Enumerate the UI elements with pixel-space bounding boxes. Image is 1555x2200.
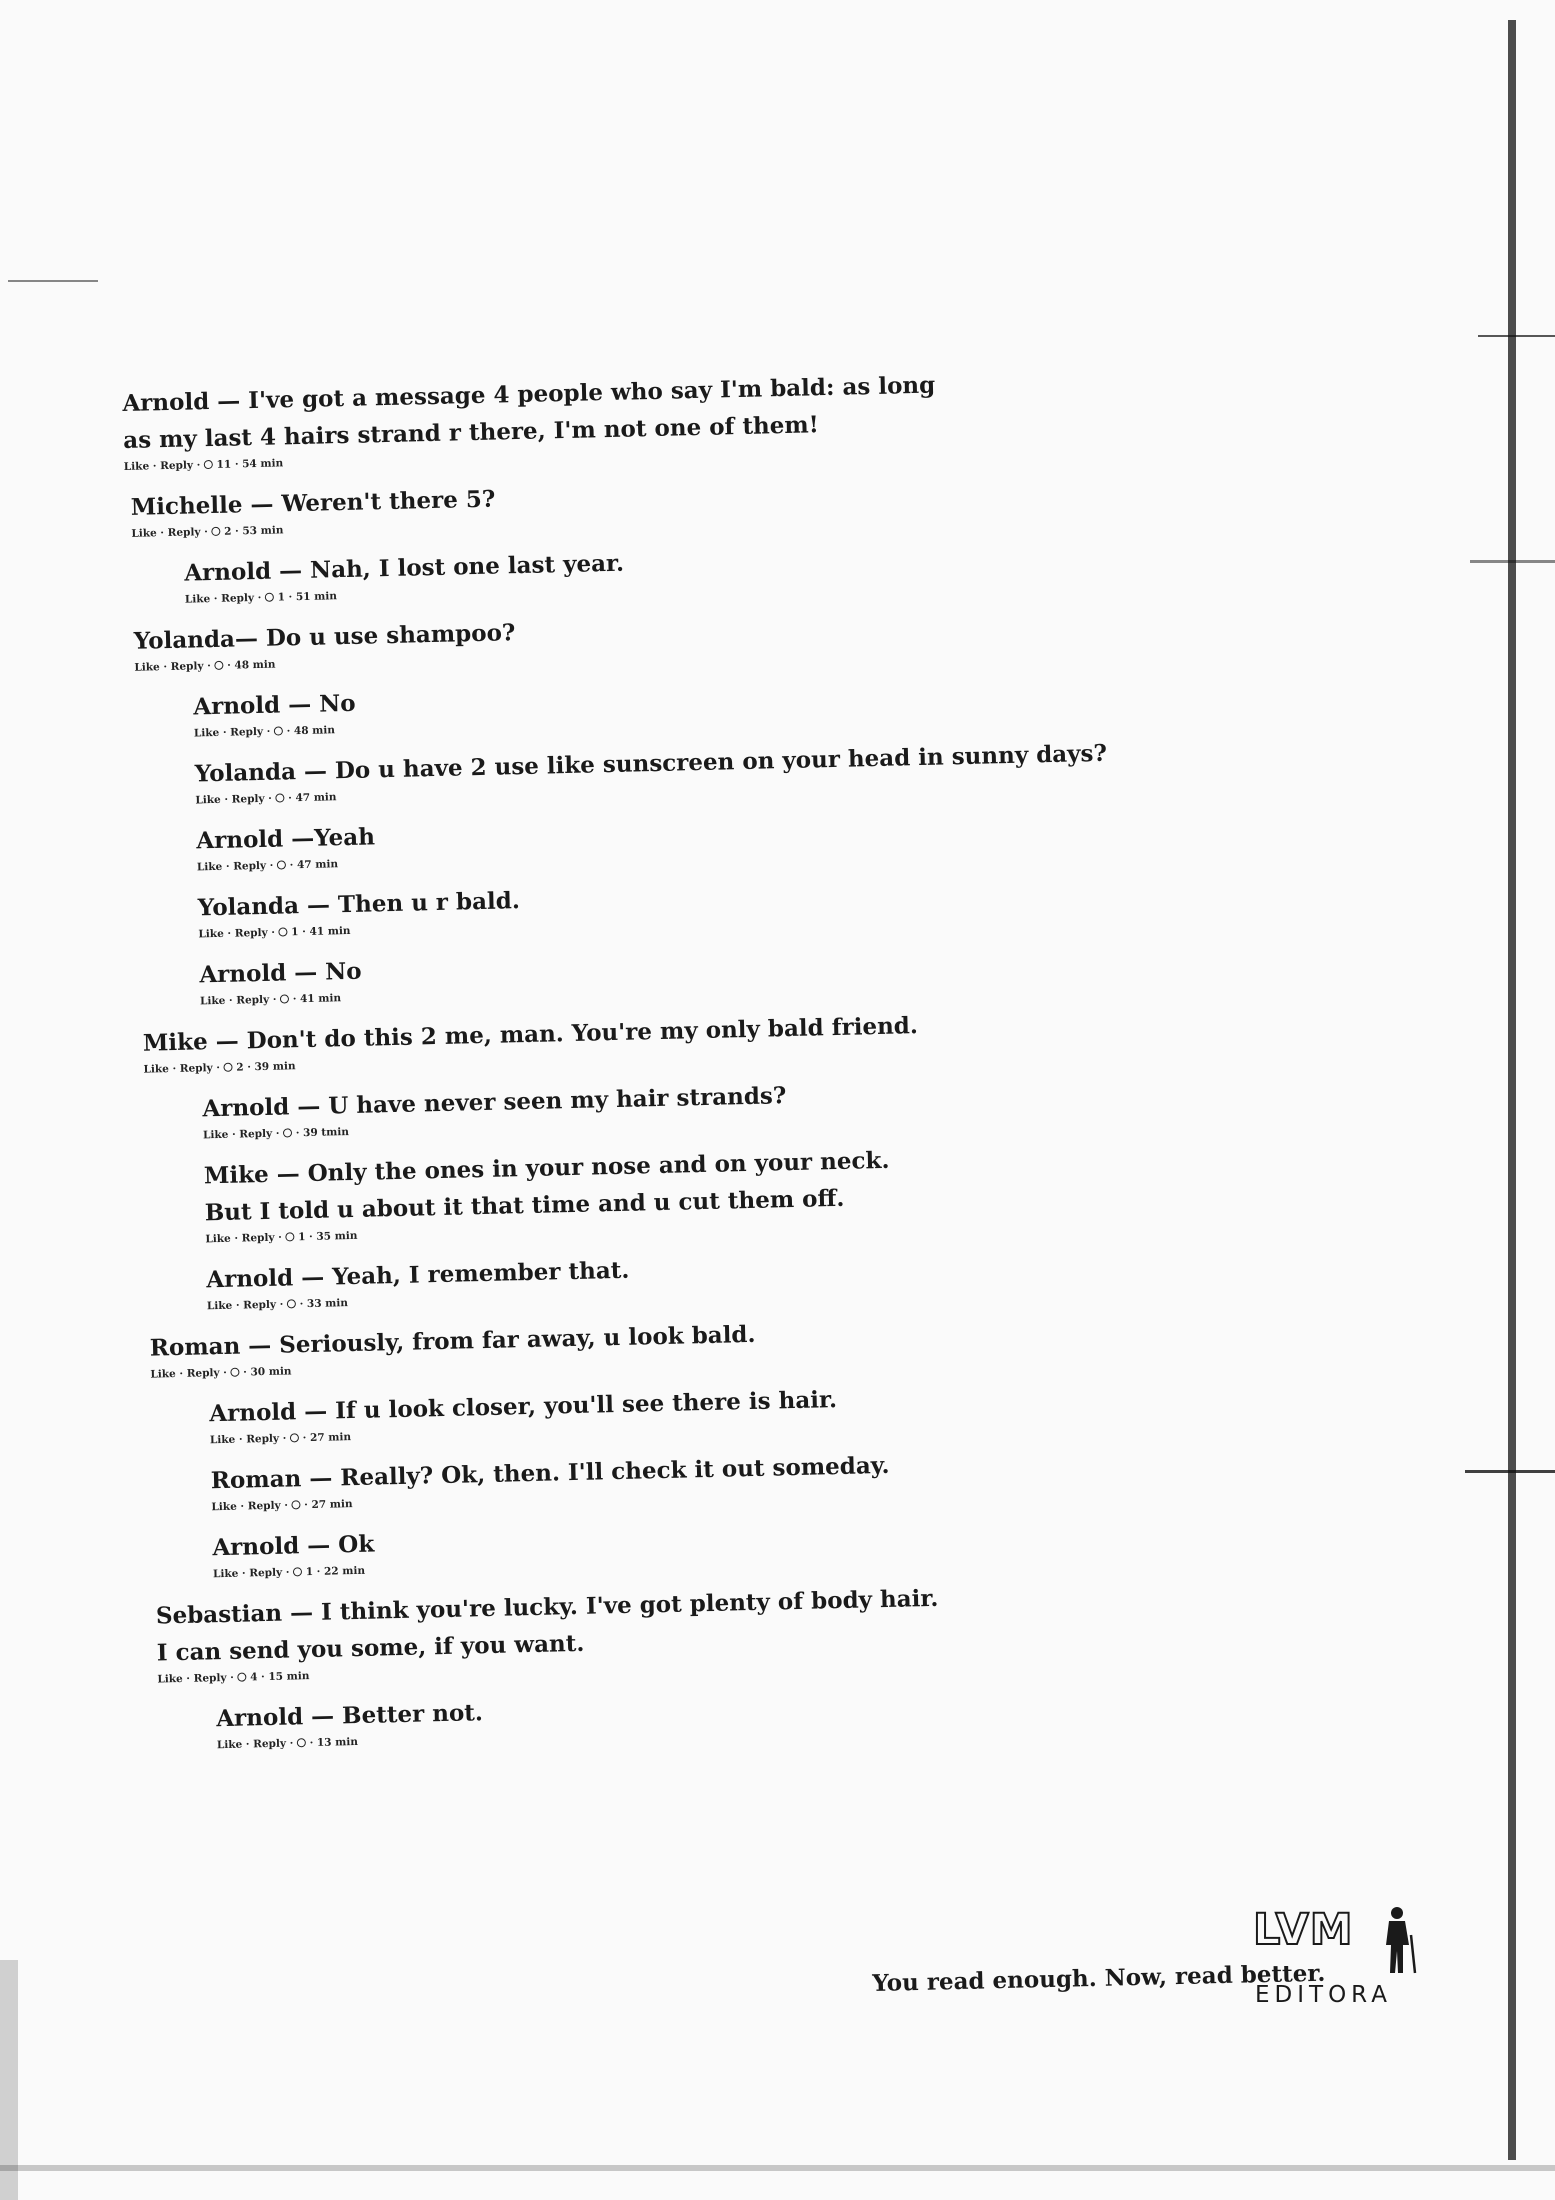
comment-body: Seriously, from far away, u look bald.	[278, 1320, 756, 1359]
comment	[209, 1374, 1146, 1448]
reaction-count: 1	[305, 1565, 314, 1579]
logo-subtitle: EDITORA	[1255, 1982, 1392, 2008]
separator: —	[302, 1702, 343, 1731]
like-link[interactable]: Like	[184, 593, 211, 606]
reply-link[interactable]: Reply	[193, 1671, 227, 1685]
reply-link[interactable]: Reply	[170, 660, 204, 673]
reaction-count: 11	[216, 458, 232, 471]
reply-link[interactable]: Reply	[186, 1367, 220, 1380]
comment-body: Only the ones in your nose and on your neck.	[307, 1146, 890, 1187]
like-link[interactable]: Like	[199, 994, 226, 1008]
man-with-cane-icon	[1381, 1905, 1421, 1975]
timestamp: 22 min	[323, 1564, 366, 1578]
reply-link[interactable]: Reply	[246, 1432, 280, 1446]
comment-meta: Like · Reply · · 39 tmin	[202, 1126, 350, 1142]
comment-body: No	[324, 957, 362, 986]
timestamp: 27 min	[311, 1498, 353, 1511]
like-link[interactable]: Like	[216, 1738, 243, 1752]
comment-author[interactable]: Arnold	[193, 691, 281, 721]
comment-body: I've got a message 4 people who say I'm bald: as long	[247, 371, 936, 415]
timestamp: 48 min	[293, 724, 336, 738]
comment	[204, 1136, 1142, 1247]
like-link[interactable]: Like	[157, 1672, 183, 1686]
scan-mark	[8, 280, 98, 282]
comment-author[interactable]: Roman	[149, 1332, 241, 1362]
reply-link[interactable]: Reply	[179, 1062, 213, 1075]
timestamp: 39 min	[254, 1060, 296, 1074]
separator: —	[279, 690, 320, 719]
reply-link[interactable]: Reply	[241, 1231, 275, 1245]
comment-meta: Like · Reply · 1 · 41 min	[198, 924, 351, 941]
timestamp: 33 min	[306, 1297, 349, 1311]
comment-author[interactable]: Mike	[142, 1028, 209, 1057]
comment-author[interactable]: Arnold	[202, 1093, 290, 1123]
comment-body: Weren't there 5?	[281, 485, 496, 518]
scan-mark	[0, 2165, 1555, 2171]
reply-link[interactable]: Reply	[221, 592, 255, 605]
comment-author[interactable]: Arnold	[196, 825, 284, 855]
comment	[206, 1240, 1143, 1314]
comment	[149, 1307, 1144, 1383]
comment-author[interactable]: Arnold	[209, 1398, 297, 1428]
comment	[130, 466, 1125, 542]
clock-icon	[265, 593, 274, 602]
comment-meta: Like · Reply · · 48 min	[134, 658, 276, 674]
comment-author[interactable]: Arnold	[122, 388, 210, 417]
timestamp: 35 min	[316, 1229, 358, 1243]
comment	[184, 533, 1127, 607]
comment-author[interactable]: Yolanda	[133, 625, 236, 655]
like-link[interactable]: Like	[193, 726, 220, 740]
comment-author[interactable]: Arnold	[215, 1703, 304, 1733]
clock-icon	[297, 1738, 306, 1747]
comment-author[interactable]: Yolanda	[194, 758, 297, 788]
separator: —	[234, 624, 267, 653]
like-link[interactable]: Like	[211, 1500, 237, 1514]
like-link[interactable]: Like	[209, 1433, 236, 1447]
comment-body: Then u r bald.	[337, 887, 521, 919]
comment-author[interactable]: Michelle	[130, 491, 243, 521]
comment-body: Do u use shampoo?	[265, 619, 516, 652]
comment-author[interactable]: Yolanda	[197, 892, 300, 922]
reaction-count: 1	[298, 1231, 306, 1244]
timestamp: 39 tmin	[302, 1126, 350, 1140]
comment-meta: Like · Reply · 1 · 51 min	[184, 590, 338, 606]
separator: —	[295, 1397, 336, 1426]
like-link[interactable]: Like	[206, 1299, 233, 1313]
comment-body: Nah, I lost one last year.	[309, 549, 625, 584]
comment-body: Ok	[337, 1530, 375, 1559]
comment	[212, 1508, 1149, 1582]
timestamp: 15 min	[268, 1670, 310, 1684]
like-link[interactable]: Like	[143, 1063, 169, 1076]
timestamp: 47 min	[296, 858, 339, 872]
clock-icon	[285, 1232, 294, 1241]
reply-link[interactable]: Reply	[236, 993, 270, 1007]
like-link[interactable]: Like	[123, 460, 150, 473]
comment	[194, 734, 1131, 808]
reply-link[interactable]: Reply	[230, 725, 264, 739]
clock-icon	[291, 1500, 300, 1509]
comment-author[interactable]: Arnold	[206, 1264, 294, 1294]
reply-link[interactable]: Reply	[234, 926, 268, 940]
separator: —	[268, 1159, 309, 1188]
clock-icon	[214, 661, 223, 670]
comment-meta: Like · Reply · · 41 min	[199, 992, 342, 1008]
comment	[216, 1679, 1153, 1753]
separator: —	[242, 490, 282, 519]
comment	[197, 868, 1134, 942]
like-link[interactable]: Like	[212, 1567, 239, 1581]
comment-meta: Like · Reply · · 48 min	[193, 724, 336, 740]
comment-body: Better not.	[341, 1699, 484, 1730]
comment-meta: Like · Reply · 2 · 53 min	[131, 524, 284, 540]
reply-link[interactable]: Reply	[243, 1298, 277, 1312]
clock-icon	[278, 927, 287, 936]
reaction-count: 2	[223, 525, 232, 538]
scan-edge-right	[1508, 20, 1516, 2160]
scan-mark	[0, 1960, 18, 2200]
timestamp: 30 min	[250, 1365, 292, 1379]
like-link[interactable]: Like	[202, 1128, 229, 1142]
comment-meta: Like · Reply · 1 · 35 min	[205, 1229, 358, 1246]
comment-meta: Like · Reply · · 27 min	[211, 1498, 353, 1514]
comment	[199, 935, 1136, 1009]
comment-meta: Like · Reply · · 47 min	[195, 791, 337, 807]
separator: —	[285, 958, 326, 987]
comment-meta: Like · Reply · 1 · 22 min	[212, 1564, 366, 1581]
comment-meta: Like · Reply · · 47 min	[196, 858, 339, 874]
clock-icon	[211, 527, 220, 536]
separator: —	[288, 1092, 329, 1121]
comment	[122, 362, 1124, 475]
timestamp: 53 min	[242, 524, 284, 538]
comment-body: I think you're lucky. I've got plenty of body hair.	[320, 1584, 939, 1626]
timestamp: 13 min	[316, 1735, 359, 1749]
reply-link[interactable]: Reply	[253, 1737, 287, 1751]
comment	[133, 600, 1128, 676]
separator: —	[298, 891, 339, 920]
separator: —	[281, 1598, 322, 1627]
separator: —	[298, 1531, 339, 1560]
reply-link[interactable]: Reply	[233, 859, 267, 873]
scan-mark	[1478, 335, 1555, 337]
scan-mark	[1465, 1470, 1555, 1473]
clock-icon	[277, 860, 286, 869]
comment-meta: Like · Reply · · 33 min	[206, 1297, 349, 1313]
comment-meta: Like · Reply · · 30 min	[150, 1365, 292, 1381]
comment-author[interactable]: Arnold	[212, 1532, 300, 1562]
clock-icon	[293, 1567, 302, 1576]
clock-icon	[275, 793, 284, 802]
reply-link[interactable]: Reply	[249, 1566, 283, 1580]
timestamp: 51 min	[295, 590, 338, 604]
tagline: You read enough. Now, read better.	[872, 1959, 1326, 1997]
comment-body: If u look closer, you'll see there is hair.	[334, 1386, 838, 1425]
separator: —	[282, 824, 315, 853]
clock-icon	[274, 726, 283, 735]
clock-icon	[290, 1433, 299, 1442]
like-link[interactable]: Like	[195, 793, 221, 807]
reaction-count: 4	[249, 1671, 258, 1684]
comment-body: I can send you some, if you want.	[156, 1629, 585, 1667]
comment-body: U have never seen my hair strands?	[327, 1082, 787, 1120]
comment	[156, 1575, 1152, 1688]
clock-icon	[224, 1063, 233, 1072]
reply-link[interactable]: Reply	[239, 1127, 273, 1141]
comment	[202, 1069, 1139, 1143]
reaction-count: 1	[291, 926, 299, 939]
clock-icon	[287, 1299, 296, 1308]
comment-meta: Like · Reply · · 13 min	[216, 1735, 359, 1752]
timestamp: 47 min	[295, 791, 337, 805]
comment-meta: Like · Reply · 4 · 15 min	[157, 1670, 310, 1686]
separator: —	[295, 757, 336, 786]
clock-icon	[230, 1368, 239, 1377]
comment-body: Yeah, I remember that.	[331, 1256, 630, 1291]
separator: —	[270, 556, 311, 585]
timestamp: 27 min	[309, 1431, 352, 1445]
like-link[interactable]: Like	[150, 1368, 176, 1381]
comment	[196, 801, 1133, 875]
comment-author[interactable]: Arnold	[183, 557, 272, 587]
like-link[interactable]: Like	[134, 661, 160, 674]
comment-body: Yeah	[313, 823, 376, 852]
timestamp: 41 min	[309, 924, 351, 938]
like-link[interactable]: Like	[198, 927, 224, 941]
comment-body: Do u have 2 use like sunscreen on your head in sunny days?	[334, 739, 1108, 785]
comment-author[interactable]: Sebastian	[155, 1599, 283, 1630]
separator: —	[239, 1331, 280, 1360]
comment-thread	[122, 362, 1153, 1768]
clock-icon	[204, 460, 213, 469]
reply-link[interactable]: Reply	[160, 459, 194, 473]
clock-icon	[280, 994, 289, 1003]
comment-body: No	[318, 689, 356, 718]
comment-meta: Like · Reply · · 27 min	[209, 1431, 352, 1447]
comment-body: But I told u about it that time and u cut them off.	[204, 1184, 845, 1227]
separator: —	[207, 1027, 248, 1056]
timestamp: 54 min	[242, 457, 284, 471]
comment	[210, 1441, 1147, 1515]
timestamp: 48 min	[234, 658, 276, 672]
separator: —	[300, 1464, 341, 1493]
comment-author[interactable]: Roman	[210, 1465, 302, 1495]
separator: —	[208, 387, 249, 416]
reply-link[interactable]: Reply	[167, 526, 201, 540]
comment-meta: Like · Reply · 2 · 39 min	[143, 1060, 296, 1076]
scan-mark	[1470, 560, 1555, 563]
reply-link[interactable]: Reply	[231, 792, 265, 806]
comment-author[interactable]: Mike	[203, 1160, 270, 1190]
like-link[interactable]: Like	[205, 1232, 231, 1246]
comment-body: Really? Ok, then. I'll check it out someday.	[339, 1451, 890, 1492]
separator: —	[292, 1263, 333, 1292]
comment	[193, 667, 1130, 741]
comment	[143, 1002, 1138, 1078]
comment-body: Don't do this 2 me, man. You're my only bald friend.	[246, 1012, 919, 1055]
comment-meta: Like · Reply · 11 · 54 min	[123, 457, 284, 473]
clock-icon	[283, 1128, 292, 1137]
comment-body: as my last 4 hairs strand r there, I'm not one of them!	[122, 411, 820, 454]
like-link[interactable]: Like	[196, 860, 223, 874]
like-link[interactable]: Like	[131, 527, 157, 540]
clock-icon	[237, 1673, 246, 1682]
reply-link[interactable]: Reply	[247, 1499, 281, 1513]
reaction-count: 2	[236, 1061, 244, 1074]
brand-logo	[1253, 1905, 1423, 2015]
comment-author[interactable]: Arnold	[199, 959, 287, 989]
logo-text: LVM	[1253, 1905, 1354, 1955]
reaction-count: 1	[277, 591, 286, 604]
timestamp: 41 min	[299, 992, 342, 1006]
